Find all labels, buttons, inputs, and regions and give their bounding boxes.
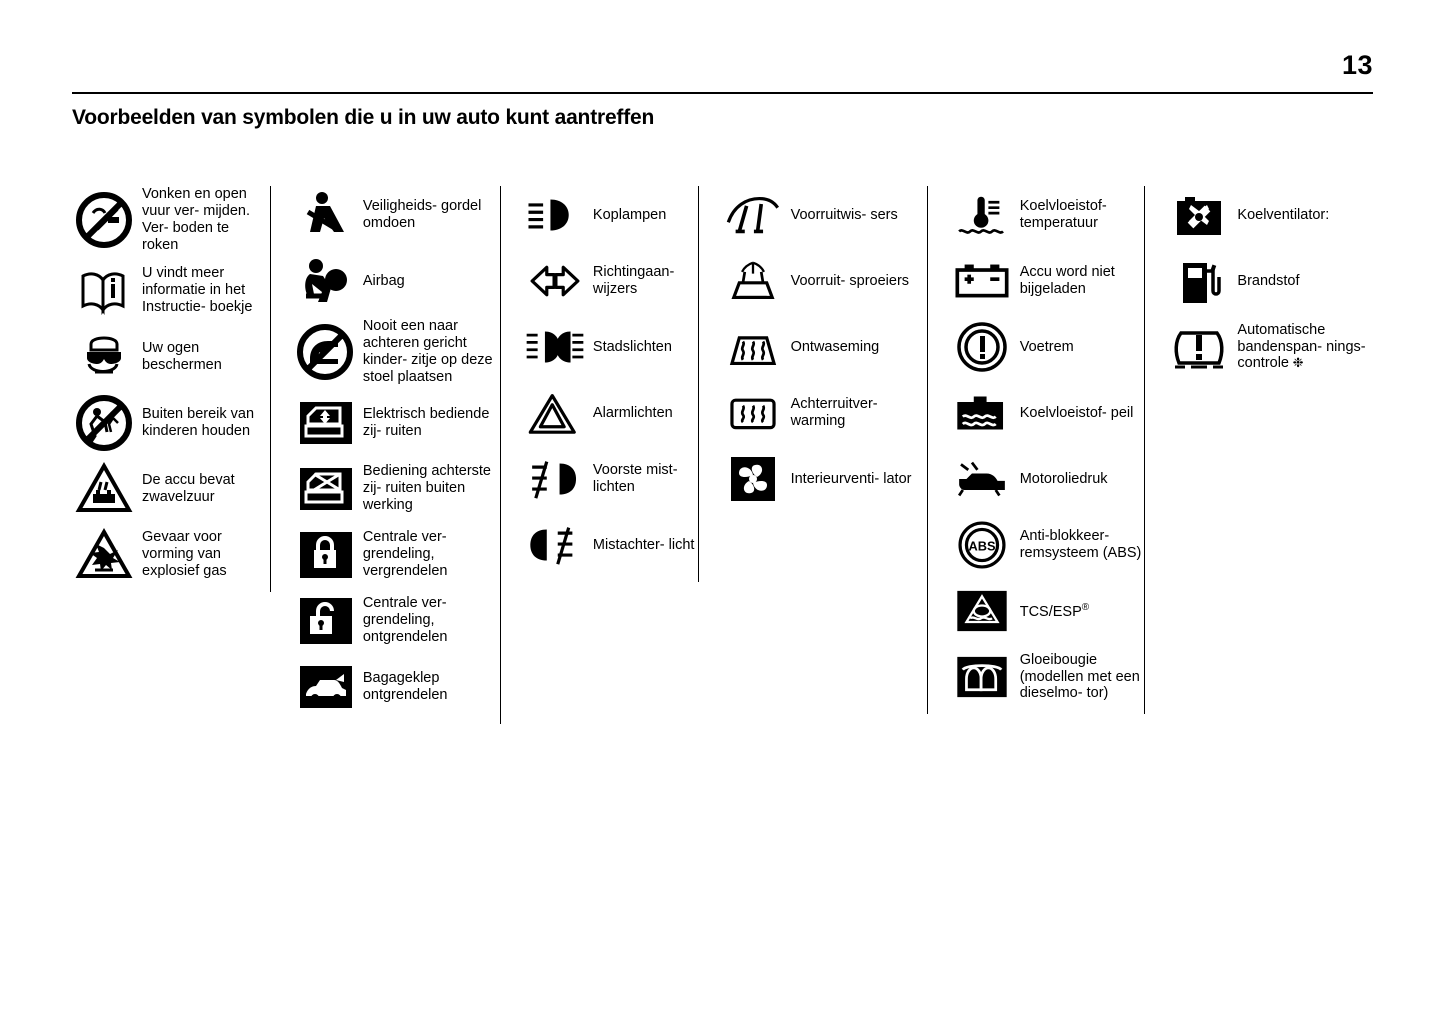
parking-lights-icon — [523, 318, 587, 376]
symbol-label: Gevaar voor vorming van explosief gas — [142, 529, 227, 580]
symbol-entry — [293, 252, 500, 310]
symbol-label: Accu word niet bijgeladen — [1019, 264, 1115, 297]
svg-text:ABS: ABS — [968, 538, 996, 554]
symbol-entry — [721, 252, 927, 310]
symbol-entry — [1167, 318, 1385, 376]
symbol-label: U vindt meer informatie in het Instructie- boekje — [142, 265, 253, 316]
symbol-label: Centrale ver- grendeling, vergrendelen — [362, 529, 448, 580]
header-divider — [72, 92, 1373, 94]
battery-acid-warning-icon — [72, 460, 136, 518]
symbol-entry — [293, 526, 500, 584]
column-wipers-climate — [699, 186, 927, 516]
symbol-entry — [721, 384, 927, 442]
symbol-label-text: Automatische bandenspan- nings- controle — [1237, 321, 1366, 372]
symbol-label: Voetrem — [1019, 338, 1074, 355]
keep-away-from-children-icon — [72, 394, 136, 452]
symbol-entry — [721, 318, 927, 376]
tire-pressure-monitor-icon — [1167, 318, 1231, 376]
symbol-entry — [950, 648, 1145, 706]
page-title: Voorbeelden van symbolen die u in uw auto kunt aantreffen — [72, 106, 655, 129]
symbol-entry — [293, 318, 500, 386]
symbol-entry — [72, 262, 264, 320]
symbol-label: Koelventilator: — [1237, 206, 1330, 223]
symbol-label: Mistachter- licht — [592, 536, 695, 553]
defrost-defog-icon — [721, 318, 785, 376]
symbol-label: Koplampen — [592, 206, 667, 223]
symbol-entry — [950, 450, 1145, 508]
symbol-label: Buiten bereik van kinderen houden — [142, 405, 255, 439]
symbol-entry — [950, 384, 1145, 442]
parking-brake-icon — [950, 318, 1014, 376]
snowflake-marker: ❉ — [1289, 355, 1304, 371]
airbag-icon — [293, 252, 357, 310]
symbol-entry — [523, 186, 698, 244]
symbol-entry — [721, 186, 927, 244]
symbol-entry — [72, 526, 264, 584]
abs-icon — [950, 516, 1014, 574]
symbol-label: Interieurventi- lator — [790, 470, 912, 487]
explosive-gas-warning-icon — [72, 526, 136, 584]
coolant-level-icon — [950, 384, 1014, 442]
power-window-operation-icon — [293, 394, 357, 452]
symbol-entry — [950, 252, 1145, 310]
symbol-label: Bediening achterste zij- ruiten buiten werking — [362, 463, 491, 514]
column-warnings — [72, 186, 271, 592]
symbol-columns — [72, 186, 1385, 724]
glow-plug-icon — [950, 648, 1014, 706]
symbol-label: Anti-blokkeer- remsysteem (ABS) — [1019, 528, 1142, 561]
symbol-label: De accu bevat zwavelzuur — [142, 471, 235, 505]
front-fog-lights-icon — [523, 450, 587, 508]
symbol-entry — [1167, 186, 1385, 244]
symbol-entry — [523, 318, 698, 376]
column-lighting — [501, 186, 699, 582]
symbol-entry — [293, 394, 500, 452]
symbol-label — [1014, 602, 1089, 621]
central-locking-lock-icon — [293, 526, 357, 584]
symbol-label: Gloeibougie (modellen met een dieselmo- tor) — [1019, 651, 1140, 702]
engine-oil-pressure-icon — [950, 450, 1014, 508]
symbol-entry — [721, 450, 927, 508]
symbol-entry — [523, 450, 698, 508]
windshield-wipers-icon — [721, 186, 785, 244]
page-number: 13 — [1341, 50, 1373, 80]
coolant-temperature-icon — [950, 186, 1014, 244]
turn-signals-icon — [523, 252, 587, 310]
symbol-entry — [72, 328, 264, 386]
headlights-icon — [523, 186, 587, 244]
column-engine-brakes — [927, 186, 1146, 714]
symbol-entry — [950, 516, 1145, 574]
symbol-entry — [293, 592, 500, 650]
symbol-entry — [950, 582, 1145, 640]
column-misc — [1145, 186, 1385, 384]
symbol-label: Voorste mist- lichten — [592, 462, 678, 495]
registered-mark: ® — [1081, 601, 1090, 613]
symbol-entry — [523, 252, 698, 310]
rear-window-defroster-icon — [721, 384, 785, 442]
symbol-label: Veiligheids- gordel omdoen — [362, 198, 482, 231]
symbol-entry — [293, 460, 500, 518]
eye-protection-icon — [72, 328, 136, 386]
column-occupant-safety — [271, 186, 501, 724]
no-smoking-no-flame-icon — [72, 191, 136, 249]
symbol-entry — [523, 384, 698, 442]
symbol-label: Vonken en open vuur ver- mijden. Ver- boden te roken — [142, 186, 250, 253]
symbol-label: Alarmlichten — [592, 404, 673, 421]
symbol-entry — [293, 658, 500, 716]
symbol-label: Centrale ver- grendeling, ontgrendelen — [362, 595, 448, 646]
hazard-lights-icon — [523, 384, 587, 442]
symbol-label: Stadslichten — [592, 338, 672, 355]
symbol-label: Richtingaan- wijzers — [592, 264, 675, 297]
symbol-entry — [293, 186, 500, 244]
symbol-label: Uw ogen beschermen — [142, 339, 222, 373]
symbol-label — [1231, 322, 1385, 373]
battery-not-charging-icon — [950, 252, 1014, 310]
symbol-label: Achterruitver- warming — [790, 396, 878, 429]
symbol-entry — [950, 318, 1145, 376]
interior-fan-icon — [721, 450, 785, 508]
symbol-label: Ontwaseming — [790, 338, 880, 355]
symbol-entry — [72, 460, 264, 518]
symbol-entry — [523, 516, 698, 574]
trunk-release-icon — [293, 658, 357, 716]
symbol-label: Airbag — [362, 272, 405, 289]
symbol-label: Brandstof — [1237, 272, 1300, 289]
rear-window-lockout-icon — [293, 460, 357, 518]
tcs-esp-icon — [950, 582, 1014, 640]
symbol-label: Elektrisch bediende zij- ruiten — [362, 405, 490, 439]
no-rear-facing-child-seat-icon — [293, 323, 357, 381]
symbol-entry — [950, 186, 1145, 244]
symbol-label: Nooit een naar achteren gericht kinder- zitje op deze stoel plaatsen — [362, 318, 493, 385]
symbol-label: Voorruit- sproeiers — [790, 272, 910, 289]
rear-fog-light-icon — [523, 516, 587, 574]
symbol-label: Voorruitwis- sers — [790, 206, 898, 223]
symbol-label: Motoroliedruk — [1019, 470, 1108, 487]
seatbelt-icon — [293, 186, 357, 244]
windshield-washer-icon — [721, 252, 785, 310]
symbol-entry — [72, 186, 264, 254]
central-locking-unlock-icon — [293, 592, 357, 650]
symbol-label: Koelvloeistof- peil — [1019, 404, 1134, 421]
fuel-icon — [1167, 252, 1231, 310]
symbol-label-text: TCS/ESP — [1019, 603, 1082, 620]
cooling-fan-icon — [1167, 186, 1231, 244]
symbol-entry — [72, 394, 264, 452]
symbol-label: Bagageklep ontgrendelen — [362, 669, 448, 703]
symbol-label: Koelvloeistof- temperatuur — [1019, 198, 1107, 231]
symbol-entry — [1167, 252, 1385, 310]
owners-manual-info-icon — [72, 262, 136, 320]
